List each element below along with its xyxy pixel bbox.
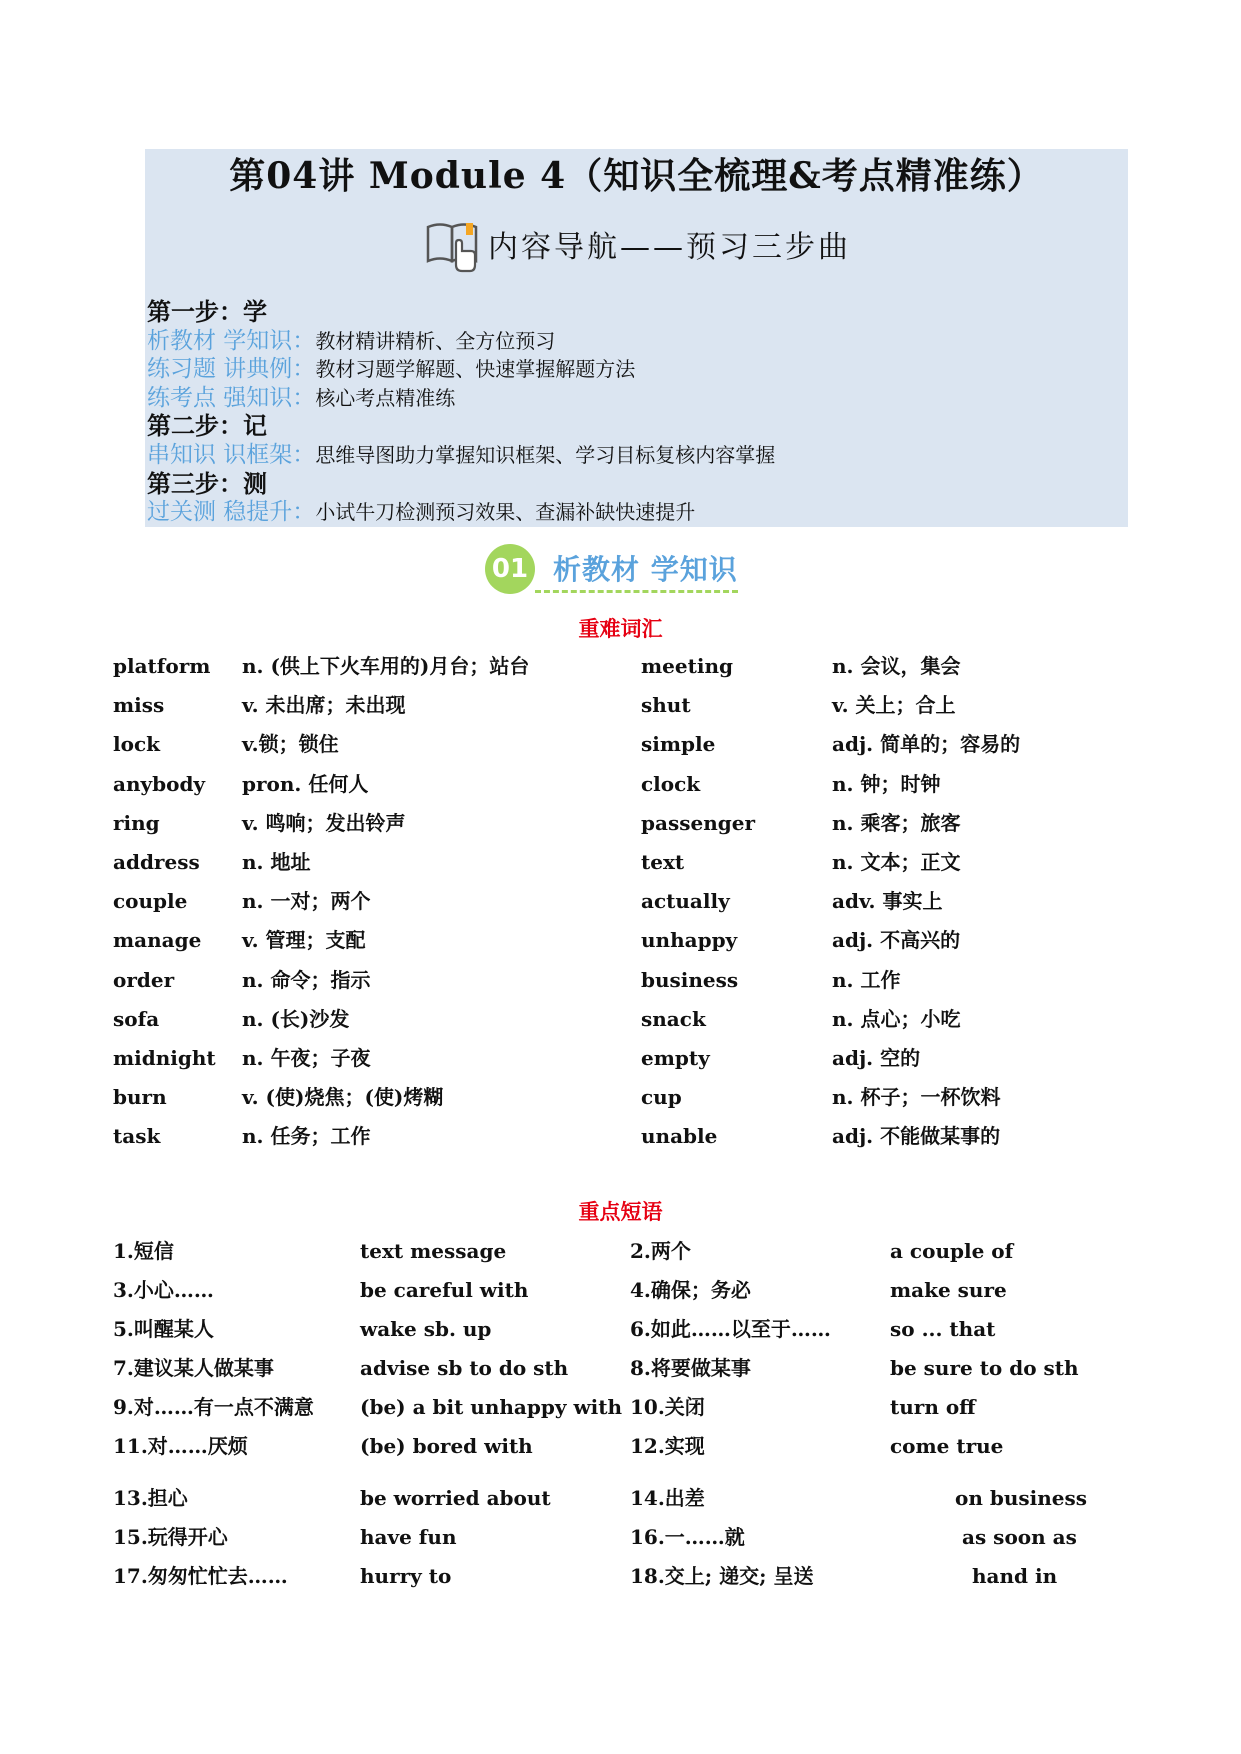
vocab-row	[0, 1081, 1241, 1113]
phrase-english: be careful with	[360, 1278, 529, 1302]
vocab-word: unhappy	[641, 928, 738, 953]
phrase-chinese: 8.将要做某事	[630, 1356, 751, 1380]
step-item	[147, 384, 1117, 413]
phrase-english: turn off	[890, 1395, 976, 1419]
vocab-row	[0, 807, 1241, 839]
phrase-row	[0, 1313, 1241, 1345]
vocab-word: burn	[113, 1085, 167, 1110]
vocab-word: miss	[113, 693, 165, 718]
step-item-key: 过关测 稳提升：	[147, 499, 316, 526]
step-item	[147, 327, 1117, 356]
vocab-meaning: n. 钟；时钟	[832, 771, 941, 796]
step-item	[147, 498, 1117, 527]
step-item-key: 练习题 讲典例：	[147, 356, 316, 383]
phrase-chinese: 16.一……就	[630, 1525, 745, 1549]
vocab-meaning: adj. 简单的；容易的	[832, 732, 1021, 757]
vocab-word: lock	[113, 732, 160, 757]
phrase-english: be sure to do sth	[890, 1356, 1079, 1380]
vocab-word: midnight	[113, 1046, 216, 1070]
vocab-row	[0, 846, 1241, 878]
vocab-word: simple	[641, 732, 716, 757]
phrase-english: a couple of	[890, 1239, 1014, 1263]
phrase-english: (be) bored with	[360, 1434, 533, 1458]
vocab-word: meeting	[641, 654, 733, 678]
phrase-chinese: 5.叫醒某人	[113, 1317, 214, 1341]
vocab-row	[0, 964, 1241, 996]
vocab-meaning: adv. 事实上	[832, 889, 943, 914]
phrase-row	[0, 1560, 1241, 1592]
phrase-row	[0, 1391, 1241, 1423]
phrase-english: hurry to	[360, 1564, 452, 1588]
phrase-chinese: 15.玩得开心	[113, 1525, 228, 1549]
section-number: 01	[485, 544, 535, 594]
book-pointer-icon	[422, 213, 484, 275]
vocab-meaning: v. 管理；支配	[242, 928, 366, 953]
vocab-meaning: adj. 不能做某事的	[832, 1124, 1001, 1149]
phrases-heading: 重点短语	[578, 1199, 663, 1224]
vocab-row	[0, 1042, 1241, 1074]
vocab-meaning: v. 未出席；未出现	[242, 693, 406, 718]
vocab-word: snack	[641, 1006, 706, 1031]
vocab-meaning: n. 点心；小吃	[832, 1006, 961, 1031]
vocab-meaning: n. 命令；指示	[242, 967, 371, 992]
phrase-english: hand in	[972, 1564, 1058, 1588]
vocab-row	[0, 689, 1241, 721]
vocab-meaning: adj. 空的	[832, 1046, 921, 1070]
vocab-word: address	[113, 850, 200, 874]
vocab-word: unable	[641, 1124, 718, 1149]
vocab-row	[0, 768, 1241, 800]
vocab-word: actually	[641, 889, 730, 914]
phrase-row	[0, 1235, 1241, 1267]
phrase-english: make sure	[890, 1278, 1007, 1302]
vocab-meaning: n. 工作	[832, 967, 901, 992]
vocab-word: sofa	[113, 1006, 160, 1031]
vocab-meaning: n. 杯子；一杯饮料	[832, 1085, 1001, 1110]
vocab-word: business	[641, 967, 739, 992]
vocab-meaning: n. 文本；正文	[832, 850, 961, 874]
phrase-english: wake sb. up	[360, 1317, 492, 1341]
phrase-english: advise sb to do sth	[360, 1356, 569, 1380]
section-underline	[535, 590, 738, 593]
phrase-row	[0, 1352, 1241, 1384]
phrase-chinese: 12.实现	[630, 1434, 705, 1458]
vocab-row	[0, 924, 1241, 956]
steps-list	[147, 298, 1117, 527]
vocab-meaning: v.锁；锁住	[242, 732, 339, 757]
vocab-row	[0, 1003, 1241, 1035]
phrase-english: be worried about	[360, 1486, 551, 1510]
vocab-word: couple	[113, 889, 188, 914]
step-item-desc: 教材精讲精析、全方位预习	[315, 328, 556, 353]
phrase-chinese: 17.匆匆忙忙去……	[113, 1564, 288, 1588]
page-title: 第04讲 Module 4（知识全梳理&考点精准练）	[229, 155, 1044, 197]
phrase-chinese: 9.对……有一点不满意	[113, 1395, 314, 1419]
section-badge	[485, 538, 765, 598]
vocab-meaning: n. 地址	[242, 850, 311, 874]
vocab-row	[0, 650, 1241, 682]
step-item-desc: 教材习题学解题、快速掌握解题方法	[315, 357, 636, 382]
phrase-chinese: 6.如此……以至于……	[630, 1317, 831, 1341]
phrase-chinese: 13.担心	[113, 1486, 188, 1510]
phrase-chinese: 3.小心……	[113, 1278, 214, 1302]
step-heading: 第一步：学	[147, 297, 267, 326]
vocab-row	[0, 1120, 1241, 1152]
vocab-word: order	[113, 967, 175, 992]
vocab-word: manage	[113, 928, 202, 953]
vocab-word: text	[641, 850, 685, 874]
vocab-meaning: n. (长)沙发	[242, 1006, 350, 1031]
phrase-english: have fun	[360, 1525, 457, 1549]
vocab-meaning: n. 任务；工作	[242, 1124, 371, 1149]
vocab-meaning: n. 午夜；子夜	[242, 1046, 371, 1070]
nav-title-row	[145, 212, 1128, 276]
vocab-word: cup	[641, 1085, 682, 1110]
step-item-desc: 思维导图助力掌握知识框架、学习目标复核内容掌握	[315, 442, 776, 467]
phrase-row	[0, 1274, 1241, 1306]
phrase-english: as soon as	[962, 1525, 1077, 1549]
step-item	[147, 441, 1117, 470]
vocab-meaning: v. (使)烧焦；(使)烤糊	[242, 1085, 444, 1110]
nav-title: 内容导航——预习三步曲	[488, 230, 851, 265]
vocab-meaning: adj. 不高兴的	[832, 928, 961, 953]
phrase-english: on business	[955, 1486, 1088, 1510]
phrase-chinese: 4.确保；务必	[630, 1278, 751, 1302]
phrase-chinese: 10.关闭	[630, 1395, 705, 1419]
vocab-meaning: v. 关上；合上	[832, 693, 956, 718]
phrase-chinese: 11.对……厌烦	[113, 1434, 248, 1458]
phrase-chinese: 7.建议某人做某事	[113, 1356, 274, 1380]
phrase-chinese: 2.两个	[630, 1239, 691, 1263]
vocab-word: task	[113, 1124, 161, 1149]
phrase-chinese: 14.出差	[630, 1486, 705, 1510]
vocab-row	[0, 728, 1241, 760]
phrase-row	[0, 1430, 1241, 1462]
phrase-chinese: 1.短信	[113, 1239, 174, 1263]
vocab-word: clock	[641, 771, 701, 796]
vocab-word: anybody	[113, 771, 206, 796]
section-label: 析教材 学知识	[553, 553, 738, 586]
vocab-word: shut	[641, 693, 691, 718]
step-heading: 第二步：记	[147, 411, 267, 441]
step-item-desc: 小试牛刀检测预习效果、查漏补缺快速提升	[315, 500, 696, 525]
step-item-key: 串知识 识框架：	[147, 441, 316, 468]
phrase-english: so ... that	[890, 1317, 996, 1341]
vocab-row	[0, 885, 1241, 917]
vocab-meaning: n. (供上下火车用的)月台；站台	[242, 654, 530, 678]
vocab-word: passenger	[641, 810, 755, 835]
phrase-chinese: 18.交上; 递交; 呈送	[630, 1564, 814, 1588]
phrase-english: come true	[890, 1434, 1004, 1458]
vocab-word: platform	[113, 654, 211, 678]
vocab-meaning: n. 会议，集会	[832, 654, 961, 678]
vocab-meaning: n. 一对；两个	[242, 889, 371, 914]
step-item-desc: 核心考点精准练	[315, 385, 456, 410]
step-item-key: 析教材 学知识：	[147, 327, 316, 354]
step-item-key: 练考点 强知识：	[147, 384, 316, 411]
vocab-word: ring	[113, 810, 160, 835]
vocab-heading: 重难词汇	[578, 616, 663, 641]
step-heading: 第三步：测	[147, 468, 267, 498]
phrase-row	[0, 1521, 1241, 1553]
phrase-row	[0, 1482, 1241, 1514]
phrase-english: (be) a bit unhappy with	[360, 1395, 623, 1419]
vocab-meaning: pron. 任何人	[242, 771, 369, 796]
vocab-meaning: n. 乘客；旅客	[832, 810, 961, 835]
step-item	[147, 355, 1117, 384]
vocab-meaning: v. 鸣响；发出铃声	[242, 810, 406, 835]
vocab-word: empty	[641, 1046, 710, 1070]
phrase-english: text message	[360, 1239, 507, 1263]
